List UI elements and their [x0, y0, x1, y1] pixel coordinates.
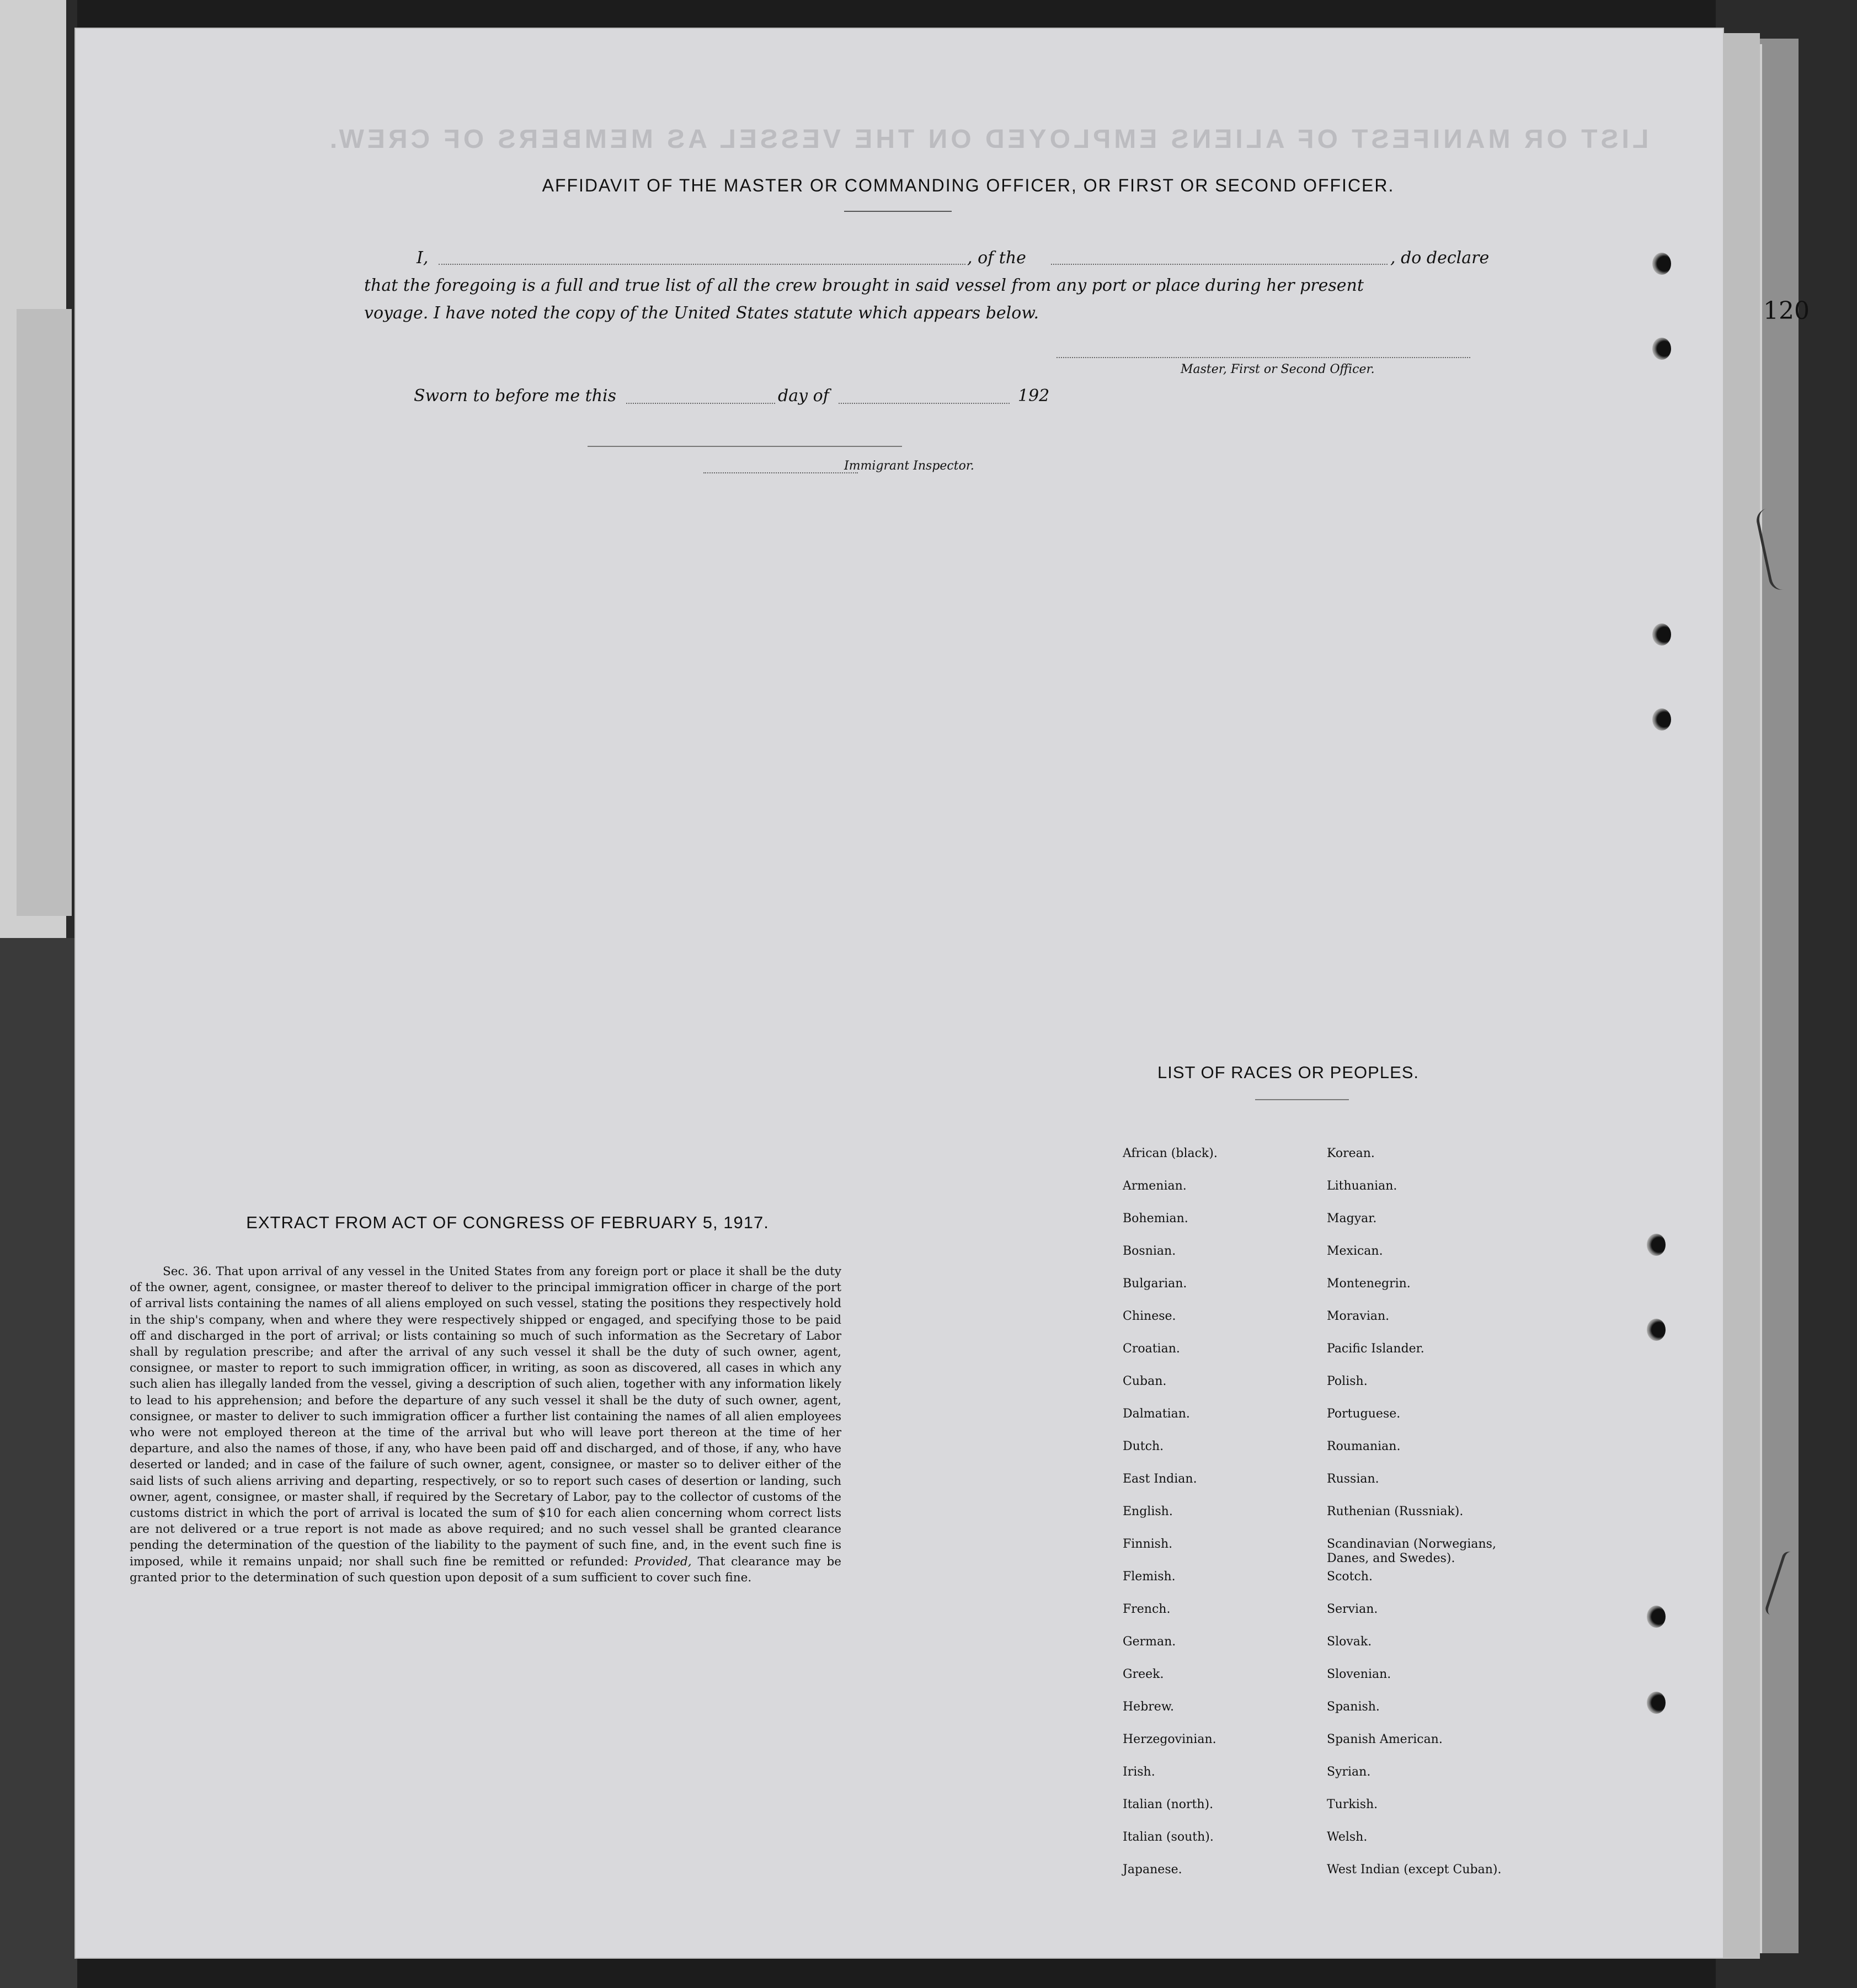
sworn-day-of: day of — [778, 386, 829, 406]
sworn-year: 192 — [1018, 386, 1050, 406]
race-item: East Indian. — [1123, 1472, 1197, 1486]
sworn-day-blank — [626, 403, 775, 404]
race-item: Ruthenian (Russniak). — [1327, 1505, 1464, 1518]
sworn-month-blank — [839, 403, 1010, 404]
punch-hole — [1652, 338, 1671, 360]
race-item: Cuban. — [1123, 1374, 1167, 1388]
race-item: Greek. — [1123, 1667, 1164, 1681]
race-item: Magyar. — [1327, 1212, 1377, 1225]
extract-title: EXTRACT FROM ACT OF CONGRESS OF FEBRUARY 5, 1917. — [246, 1213, 769, 1232]
race-item: Pacific Islander. — [1327, 1342, 1424, 1356]
race-item: English. — [1123, 1505, 1173, 1518]
sworn-prefix: Sworn to before me this — [414, 386, 617, 406]
extract-section-label: Sec. 36. — [163, 1265, 212, 1278]
affidavit-line3: voyage. I have noted the copy of the United States statute which appears below. — [364, 303, 1039, 323]
race-item: Portuguese. — [1327, 1407, 1401, 1421]
race-item: Lithuanian. — [1327, 1179, 1397, 1193]
page-edge-line — [1760, 44, 1762, 1953]
race-item: Korean. — [1327, 1147, 1375, 1160]
extract-body — [130, 1264, 841, 1586]
race-item: Welsh. — [1327, 1830, 1368, 1844]
race-item: Mexican. — [1327, 1244, 1383, 1258]
punch-hole — [1652, 253, 1671, 275]
race-item: Syrian. — [1327, 1765, 1371, 1779]
adjacent-page-tab — [17, 309, 72, 916]
race-item: Italian (north). — [1123, 1798, 1214, 1811]
extract-provided: Provided, — [634, 1554, 692, 1569]
race-item: Scandinavian (Norwegians, Danes, and Swedes). — [1327, 1537, 1496, 1565]
extract-text-end: That clearance may be granted prior to the determination of such question upon deposit of a sum sufficient to cover such fine. — [130, 1554, 841, 1585]
race-item: Russian. — [1327, 1472, 1379, 1486]
race-item: Armenian. — [1123, 1179, 1187, 1193]
race-item: Scotch. — [1327, 1570, 1373, 1584]
race-item: Moravian. — [1327, 1309, 1390, 1323]
races-title: LIST OF RACES OR PEOPLES. — [1157, 1063, 1420, 1082]
race-item: Dalmatian. — [1123, 1407, 1190, 1421]
affidavit-title: AFFIDAVIT OF THE MASTER OR COMMANDING OFFICER, OR FIRST OR SECOND OFFICER. — [542, 175, 1395, 195]
race-item: Spanish. — [1327, 1700, 1380, 1714]
race-item: Finnish. — [1123, 1537, 1173, 1551]
bleed-through-header: LIST OR MANIFEST OF ALIENS EMPLOYED ON THE VESSEL AS MEMBERS OF CREW. — [326, 125, 1649, 154]
race-item: Chinese. — [1123, 1309, 1176, 1323]
race-item: Japanese. — [1123, 1863, 1182, 1877]
punch-hole — [1647, 1319, 1666, 1341]
race-item: Roumanian. — [1327, 1440, 1401, 1453]
race-item: Bohemian. — [1123, 1212, 1188, 1225]
affidavit-title-rule — [844, 211, 952, 212]
inspector-signature-line — [588, 446, 902, 447]
race-item: Spanish American. — [1327, 1733, 1443, 1746]
race-item: Servian. — [1327, 1602, 1378, 1616]
race-item: Montenegrin. — [1327, 1277, 1411, 1291]
race-item: Irish. — [1123, 1765, 1155, 1779]
race-item: Bulgarian. — [1123, 1277, 1187, 1291]
manifest-page — [74, 28, 1724, 1959]
race-item: Turkish. — [1327, 1798, 1378, 1811]
inspector-label: Immigrant Inspector. — [844, 459, 974, 473]
punch-hole — [1647, 1234, 1666, 1256]
race-item: African (black). — [1123, 1147, 1218, 1160]
signature-blank — [1056, 357, 1470, 358]
races-title-rule — [1255, 1099, 1349, 1100]
inspector-blank — [703, 472, 858, 473]
race-item: Dutch. — [1123, 1440, 1164, 1453]
race-item: Slovak. — [1327, 1635, 1372, 1649]
punch-hole — [1647, 1606, 1666, 1628]
race-item: Polish. — [1327, 1374, 1368, 1388]
binding-shadow — [0, 938, 77, 1988]
race-item: Bosnian. — [1123, 1244, 1176, 1258]
race-item: Herzegovinian. — [1123, 1733, 1216, 1746]
race-item: French. — [1123, 1602, 1171, 1616]
page-number: 120 — [1763, 297, 1810, 325]
races-left-column — [1123, 1147, 1218, 1895]
race-item: German. — [1123, 1635, 1176, 1649]
race-item: West Indian (except Cuban). — [1327, 1863, 1502, 1877]
extract-text: That upon arrival of any vessel in the United States from any foreign port or place it shall be the duty of the owner, agent, consignee, or master thereof to deliver to the principal immigration officer in charge of the port of arrival lists containing the names of all aliens employed on such vessel, stating the positions they respectively hold in the ship's company, when and where they were respectively shipped or engaged, and specifying those to be paid off and discharged in the port of arrival; or lists containing so much of such information as the Secretary of Labor shall by regulation prescribe; and after the arrival of any such vessel it shall be the duty of such owner, agent, consignee, or master to report to such immigration officer, in writing, as soon as discovered, all cases in which any such alien has illegally landed from the vessel, giving a description of such alien, together with any information likely to lead to his apprehension; and before the departure of any such vessel it shall be the duty of such owner, agent, consignee, or master to deliver to such immigration officer a further list containing the names of all alien employees who were not employed thereon at the time of the arrival but who will leave port thereon at the time of her departure, and also the names of those, if any, who have been paid off and discharged, and of those, if any, who have deserted or landed; and in case of the failure of such owner, agent, consignee, or master so to deliver either of the said lists of such aliens arriving and departing, respectively, or so to report such cases of desertion or landing, such owner, agent, consignee, or master shall, if required by the Secretary of Labor, pay to the collector of customs of the customs district in which the port of arrival is located the sum of $10 for each alien concerning whom correct lists are not delivered or a true report is not made as above required; and no such vessel shall be granted clearance pending the determination of the question of the liability to the payment of such fine, and, in the event such fine is imposed, while it remains unpaid; nor shall such fine be remitted or refunded: — [130, 1265, 842, 1569]
name-blank — [439, 264, 965, 265]
punch-hole — [1652, 623, 1671, 646]
race-item: Hebrew. — [1123, 1700, 1175, 1714]
signature-label: Master, First or Second Officer. — [1181, 363, 1375, 376]
punch-hole — [1652, 708, 1671, 731]
punch-hole — [1647, 1692, 1666, 1714]
affidavit-do-declare: , do declare — [1390, 248, 1490, 268]
races-right-column — [1327, 1147, 1509, 1895]
race-item: Flemish. — [1123, 1570, 1176, 1584]
race-item: Slovenian. — [1327, 1667, 1391, 1681]
affidavit-line2: that the foregoing is a full and true list of all the crew brought in said vessel from any port or place during her present — [364, 276, 1364, 295]
race-item: Croatian. — [1123, 1342, 1180, 1356]
vessel-blank — [1051, 264, 1388, 265]
race-item: Italian (south). — [1123, 1830, 1214, 1844]
affidavit-i: I, — [417, 248, 429, 268]
affidavit-of-the: , of the — [967, 248, 1026, 268]
